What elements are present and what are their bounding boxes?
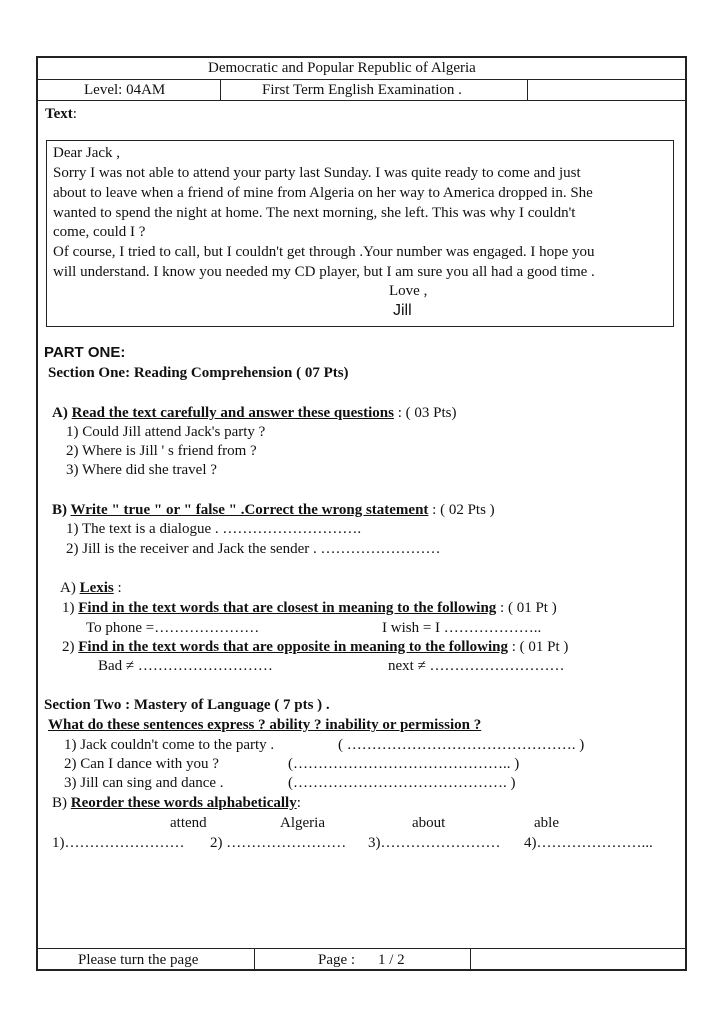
- letter-line: Of course, I tried to call, but I couldn't get through .Your number was engaged. I hope you: [53, 244, 595, 260]
- reorder-blank: 1)……………………: [52, 835, 185, 851]
- page-number: 1 / 2: [378, 952, 405, 968]
- header-row-country: [38, 58, 685, 80]
- turn-page-note: Please turn the page: [78, 952, 199, 968]
- section-two-heading: Section Two : Mastery of Language ( 7 pts ) .: [44, 697, 330, 713]
- reorder-word: attend: [170, 815, 207, 831]
- footer-divider-1: [254, 948, 255, 969]
- letter-line: will understand. I know you needed my CD player, but I am sure you all had a good time .: [53, 264, 595, 280]
- reorder-blank: 4)…………………...: [524, 835, 653, 851]
- s2-item: 1) Jack couldn't come to the party .: [64, 737, 275, 753]
- s2-item: 3) Jill can sing and dance .: [64, 775, 224, 791]
- text-label: Text:: [45, 106, 77, 122]
- header-divider-2: [527, 79, 528, 100]
- country-title: Democratic and Popular Republic of Algeria: [208, 60, 476, 76]
- header-divider-1: [220, 79, 221, 100]
- question-b-heading: B) Write " true " or " false " .Correct the wrong statement : ( 02 Pts ): [52, 502, 495, 518]
- question-a-item: 2) Where is Jill ' s friend from ?: [66, 443, 257, 459]
- reorder-word: Algeria: [280, 815, 325, 831]
- question-a-item: 1) Could Jill attend Jack's party ?: [66, 424, 266, 440]
- question-a-heading: A) Read the text carefully and answer these questions : ( 03 Pts): [52, 405, 457, 421]
- s2-blank: (……………………………………. ): [288, 775, 516, 791]
- question-b-item: 2) Jill is the receiver and Jack the sender . ……………………: [66, 541, 441, 557]
- lexis-question-2: 2) Find in the text words that are opposite in meaning to the following : ( 01 Pt ): [62, 639, 569, 655]
- s2-item: 2) Can I dance with you ?: [64, 756, 219, 772]
- lexis-heading: A) Lexis :: [60, 580, 122, 596]
- letter-closing: Love ,: [389, 283, 428, 299]
- letter-line: Dear Jack ,: [53, 145, 121, 161]
- exam-sheet: [36, 56, 687, 971]
- level-label: Level: 04AM: [84, 82, 166, 98]
- letter-line: wanted to spend the night at home. The next morning, she left. This was why I couldn't: [53, 205, 576, 221]
- footer-row: [38, 948, 685, 949]
- footer-divider-2: [470, 948, 471, 969]
- exam-title: First Term English Examination .: [262, 82, 462, 98]
- lexis-answer-next: next ≠ ………………………: [388, 658, 565, 674]
- lexis-answer-bad: Bad ≠ ………………………: [98, 658, 273, 674]
- lexis-question-1: 1) Find in the text words that are closest in meaning to the following : ( 01 Pt ): [62, 600, 557, 616]
- letter-signature: Jill: [393, 302, 412, 319]
- section-two-question: What do these sentences express ? ability ? inability or permission ?: [48, 717, 482, 733]
- question-a-item: 3) Where did she travel ?: [66, 462, 217, 478]
- letter-box: [46, 140, 674, 327]
- s2-blank: ( ………………………………………. ): [338, 737, 585, 753]
- header-row-level: [38, 79, 685, 101]
- s2-blank: (…………………………………….. ): [288, 756, 520, 772]
- question-b-item: 1) The text is a dialogue . ……………………….: [66, 521, 362, 537]
- section-one-heading: Section One: Reading Comprehension ( 07 Pts): [48, 365, 349, 381]
- letter-line: Sorry I was not able to attend your party last Sunday. I was quite ready to come and just: [53, 165, 581, 181]
- lexis-answer-phone: To phone =…………………: [86, 620, 260, 636]
- reorder-word: about: [412, 815, 446, 831]
- letter-line: about to leave when a friend of mine from Algeria on her way to America dropped in. She: [53, 185, 593, 201]
- lexis-answer-wish: I wish = I ………………..: [382, 620, 542, 636]
- reorder-heading: B) Reorder these words alphabetically:: [52, 795, 301, 811]
- reorder-blank: 3)……………………: [368, 835, 501, 851]
- part-one-heading: PART ONE:: [44, 344, 126, 361]
- page-label: Page :: [318, 952, 356, 968]
- reorder-blank: 2) ……………………: [210, 835, 347, 851]
- letter-line: come, could I ?: [53, 224, 146, 240]
- reorder-word: able: [534, 815, 559, 831]
